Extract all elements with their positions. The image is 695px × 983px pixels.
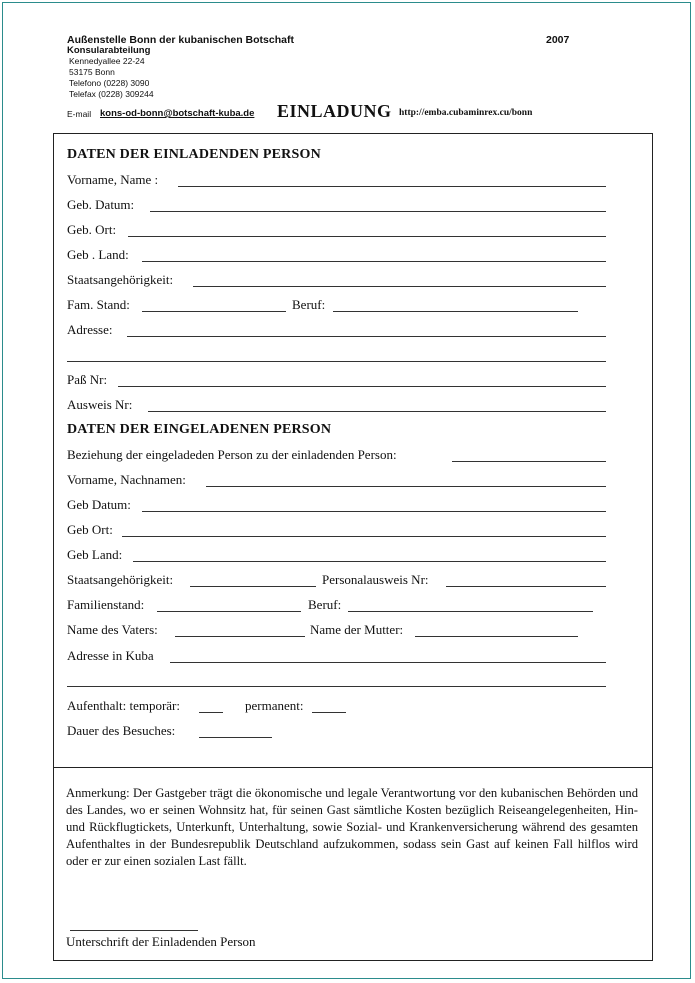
inviter-id-card-field[interactable]: [148, 411, 606, 412]
guest-family-status-label: Familienstand:: [67, 597, 145, 612]
inviter-id-card-label: Ausweis Nr:: [67, 397, 133, 412]
guest-names-label: Vorname, Nachnamen:: [67, 472, 186, 487]
guest-birth-country-label: Geb Land:: [67, 547, 123, 562]
guest-citizenship-field[interactable]: [190, 586, 316, 587]
guest-citizenship-label: Staatsangehörigkeit:: [67, 572, 174, 587]
guest-family-status-field[interactable]: [157, 611, 301, 612]
inviter-birth-country-field[interactable]: [142, 261, 606, 262]
inviter-marital-status-field[interactable]: [142, 311, 286, 312]
inviter-name-label: Vorname, Name :: [67, 172, 159, 187]
father-name-field[interactable]: [175, 636, 305, 637]
inviter-marital-status-label: Fam. Stand:: [67, 297, 130, 312]
form-divider: [53, 767, 653, 768]
father-name-label: Name des Vaters:: [67, 622, 158, 637]
address-line-street: Kennedyallee 22-24: [69, 56, 145, 66]
inviter-birth-place-field[interactable]: [128, 236, 606, 237]
website-link[interactable]: http://emba.cubaminrex.cu/bonn: [399, 108, 533, 118]
cuba-address-field-line2[interactable]: [67, 686, 606, 687]
section-heading-inviting: DATEN DER EINLADENDEN PERSON: [67, 147, 321, 162]
mother-name-field[interactable]: [415, 636, 578, 637]
address-line-fax: Telefax (0228) 309244: [69, 89, 154, 99]
inviter-citizenship-field[interactable]: [193, 286, 606, 287]
inviter-profession-field[interactable]: [333, 311, 578, 312]
inviter-birth-place-label: Geb. Ort:: [67, 222, 117, 237]
visit-duration-label: Dauer des Besuches:: [67, 723, 176, 738]
guest-names-field[interactable]: [206, 486, 606, 487]
guest-birth-place-field[interactable]: [122, 536, 606, 537]
inviter-address-label: Adresse:: [67, 322, 113, 337]
guest-birth-place-label: Geb Ort:: [67, 522, 113, 537]
section-heading-invited: DATEN DER EINGELADENEN PERSON: [67, 422, 332, 437]
stay-temporary-field[interactable]: [199, 712, 223, 713]
guest-profession-label: Beruf:: [308, 597, 342, 612]
inviter-citizenship-label: Staatsangehörigkeit:: [67, 272, 174, 287]
guest-birth-date-label: Geb Datum:: [67, 497, 131, 512]
guest-birth-date-field[interactable]: [142, 511, 606, 512]
inviter-address-field-line2[interactable]: [67, 361, 606, 362]
cuba-address-field[interactable]: [170, 662, 606, 663]
email-link[interactable]: kons-od-bonn@botschaft-kuba.de: [100, 108, 255, 119]
organization-name: Außenstelle Bonn der kubanischen Botschaft: [67, 34, 294, 46]
stay-permanent-label: permanent:: [245, 698, 304, 713]
visit-duration-field[interactable]: [199, 737, 272, 738]
inviter-address-field[interactable]: [127, 336, 606, 337]
guest-id-card-label: Personalausweis Nr:: [322, 572, 429, 587]
inviter-profession-label: Beruf:: [292, 297, 326, 312]
mother-name-label: Name der Mutter:: [310, 622, 404, 637]
address-line-city: 53175 Bonn: [69, 67, 115, 77]
guest-profession-field[interactable]: [348, 611, 593, 612]
stay-temporary-label: Aufenthalt: temporär:: [67, 698, 180, 713]
inviter-passport-label: Paß Nr:: [67, 372, 108, 387]
relationship-label: Beziehung der eingeladeden Person zu der einladenden Person:: [67, 447, 397, 462]
email-label: E-mail: [67, 109, 92, 119]
inviter-birth-country-label: Geb . Land:: [67, 247, 129, 262]
department-name: Konsularabteilung: [67, 45, 151, 56]
guest-birth-country-field[interactable]: [133, 561, 606, 562]
liability-note: Anmerkung: Der Gastgeber trägt die ökonomische und legale Verantwortung vor den kubanischen Behörden und des Landes, wo er seinen Wohnsitz hat, für seinen Gast sämtliche Kosten bezüglich Reiseangelegenheiten, Hin- und Rückflugtickets, Unterkunft, Unterhaltung, sowie Sozial- und Krankenversicherung während des gesamten Aufenthaltes in der Bundesrepublik Deutschland aufzukommen, sodass sein Gast auf keinen Fall hilflos wird oder er zur einen sozialen Last fällt.: [66, 786, 638, 868]
inviter-passport-field[interactable]: [118, 386, 606, 387]
signature-field[interactable]: [70, 930, 198, 931]
inviter-birth-date-field[interactable]: [150, 211, 606, 212]
signature-label: Unterschrift der Einladenden Person: [66, 934, 256, 949]
page-title: EINLADUNG: [277, 101, 392, 121]
relationship-field[interactable]: [452, 461, 606, 462]
address-line-phone: Telefono (0228) 3090: [69, 78, 150, 88]
form-year: 2007: [546, 34, 570, 46]
cuba-address-label: Adresse in Kuba: [67, 648, 154, 663]
guest-id-card-field[interactable]: [446, 586, 606, 587]
inviter-name-field[interactable]: [178, 186, 606, 187]
stay-permanent-field[interactable]: [312, 712, 346, 713]
inviter-birth-date-label: Geb. Datum:: [67, 197, 135, 212]
